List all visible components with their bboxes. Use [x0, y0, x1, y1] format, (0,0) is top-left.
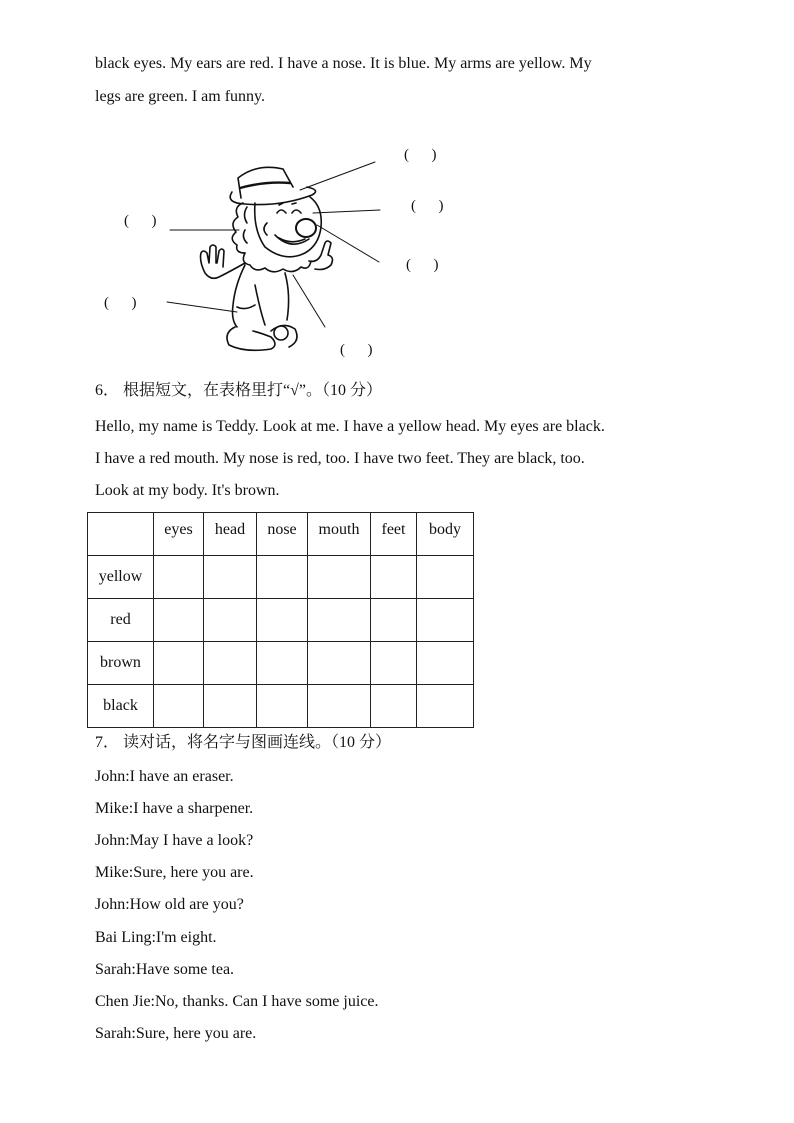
column-header-body: body — [417, 513, 474, 556]
row-header-black: black — [88, 685, 154, 728]
check-cell[interactable] — [257, 685, 308, 728]
clown-body — [233, 265, 289, 327]
clown-left-hand — [201, 245, 246, 278]
check-cell[interactable] — [154, 556, 204, 599]
dialogue-line-3: John:May I have a look? — [95, 832, 254, 849]
column-header-nose: nose — [257, 513, 308, 556]
check-cell[interactable] — [308, 599, 371, 642]
q6-passage-line-2: I have a red mouth. My nose is red, too. I have two feet. They are black, too. — [95, 450, 585, 467]
q6-passage-line-1: Hello, my name is Teddy. Look at me. I have a yellow head. My eyes are black. — [95, 418, 605, 435]
column-header-eyes: eyes — [154, 513, 204, 556]
check-cell[interactable] — [371, 556, 417, 599]
check-cell[interactable] — [154, 642, 204, 685]
dialogue-line-9: Sarah:Sure, here you are. — [95, 1025, 257, 1042]
clown-hair — [232, 203, 247, 253]
answer-blank-2[interactable]: ( ) — [411, 198, 444, 214]
q7-title: 7． 读对话，将名字与图画连线。（10 分） — [95, 734, 392, 751]
check-cell[interactable] — [204, 642, 257, 685]
answer-blank-1[interactable]: ( ) — [404, 147, 437, 163]
passage-line-1: black eyes. My ears are red. I have a nose. It is blue. My arms are yellow. My — [95, 55, 592, 72]
dialogue-line-1: John:I have an eraser. — [95, 768, 234, 785]
check-cell[interactable] — [204, 685, 257, 728]
check-cell[interactable] — [204, 599, 257, 642]
check-cell[interactable] — [417, 685, 474, 728]
q6-title: 6． 根据短文，在表格里打“√”。（10 分） — [95, 382, 382, 399]
row-header-brown: brown — [88, 642, 154, 685]
check-cell[interactable] — [371, 642, 417, 685]
clown-hat — [230, 167, 315, 204]
check-cell[interactable] — [371, 599, 417, 642]
check-cell[interactable] — [417, 599, 474, 642]
check-cell[interactable] — [154, 685, 204, 728]
dialogue-line-5: John:How old are you? — [95, 896, 244, 913]
check-cell[interactable] — [257, 599, 308, 642]
dialogue-line-8: Chen Jie:No, thanks. Can I have some juice. — [95, 993, 379, 1010]
check-cell[interactable] — [308, 685, 371, 728]
column-header-feet: feet — [371, 513, 417, 556]
column-header-mouth: mouth — [308, 513, 371, 556]
dialogue-line-7: Sarah:Have some tea. — [95, 961, 235, 978]
check-cell[interactable] — [257, 642, 308, 685]
table-row — [88, 685, 474, 728]
clown-collar — [243, 253, 311, 272]
table-row — [88, 556, 474, 599]
check-cell[interactable] — [204, 556, 257, 599]
check-cell[interactable] — [417, 556, 474, 599]
clown-right-hand — [309, 241, 332, 270]
check-cell[interactable] — [308, 642, 371, 685]
row-header-yellow: yellow — [88, 556, 154, 599]
check-cell[interactable] — [417, 642, 474, 685]
table-corner-cell — [88, 513, 154, 556]
dialogue-line-4: Mike:Sure, here you are. — [95, 864, 254, 881]
dialogue-line-2: Mike:I have a sharpener. — [95, 800, 254, 817]
dialogue-line-6: Bai Ling:I'm eight. — [95, 929, 217, 946]
row-header-red: red — [88, 599, 154, 642]
answer-blank-6[interactable]: ( ) — [340, 342, 373, 358]
color-check-table — [87, 512, 474, 728]
column-header-head: head — [204, 513, 257, 556]
clown-shoes — [227, 325, 297, 350]
table-header-row — [88, 513, 474, 556]
answer-blank-3[interactable]: ( ) — [124, 213, 157, 229]
check-cell[interactable] — [371, 685, 417, 728]
q6-passage-line-3: Look at my body. It's brown. — [95, 482, 280, 499]
leader-lines — [167, 162, 380, 327]
check-cell[interactable] — [154, 599, 204, 642]
table-row — [88, 599, 474, 642]
check-cell[interactable] — [308, 556, 371, 599]
check-cell[interactable] — [257, 556, 308, 599]
clown-illustration — [95, 135, 495, 365]
answer-blank-5[interactable]: ( ) — [104, 295, 137, 311]
clown-face — [255, 197, 322, 257]
table-row — [88, 642, 474, 685]
passage-line-2: legs are green. I am funny. — [95, 88, 265, 105]
answer-blank-4[interactable]: ( ) — [406, 257, 439, 273]
